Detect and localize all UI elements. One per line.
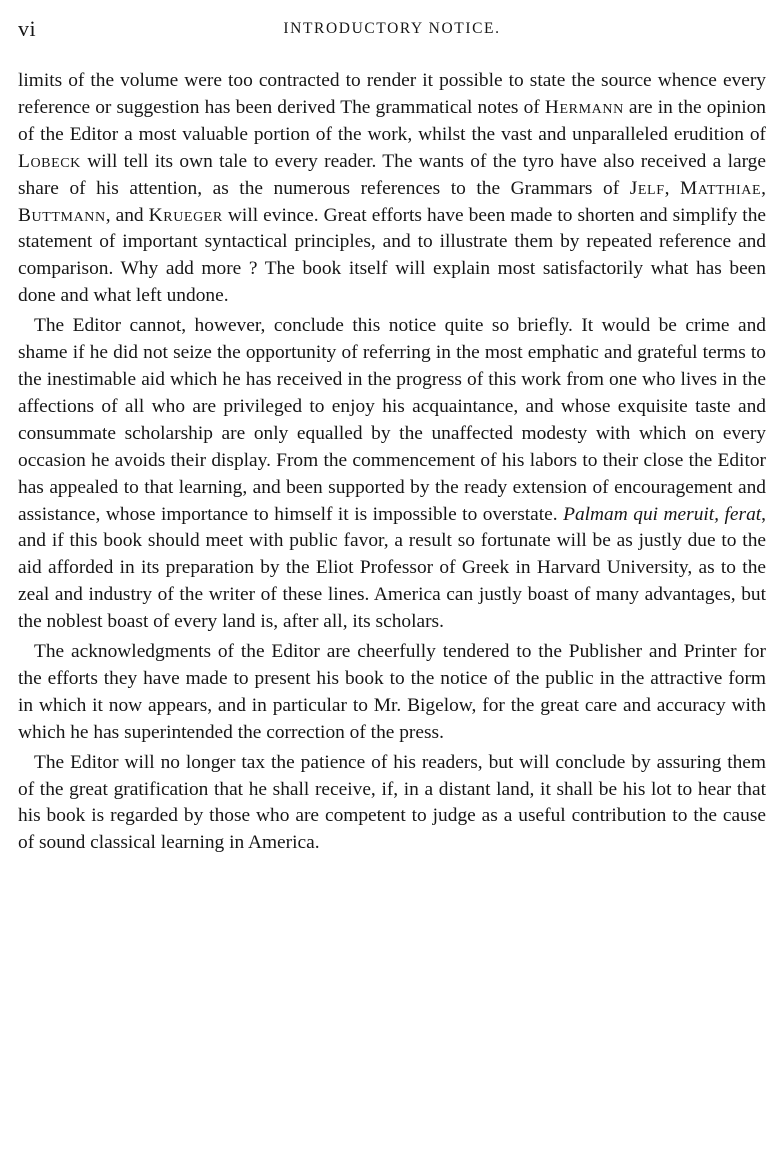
page — [18, 16, 766, 857]
latin-quotation: Palmam qui meruit, ferat — [563, 503, 762, 525]
running-head — [18, 16, 766, 50]
text-segment: will evince. Great efforts have been made to shorten and simplify the statement of important syntactical principles, and to illustrate them by repeated reference and comparison. Why add more ? The book itself will explain most satisfactorily what has been done and what left undone. — [18, 204, 766, 307]
name-matthiae: Matthiae — [680, 177, 762, 199]
text-segment: will tell its own tale to every reader. The wants of the tyro have also received a large share of his attention, as the numerous references to the Grammars of — [18, 150, 766, 199]
paragraph-3 — [18, 639, 766, 747]
text-segment: are in the opinion of the Editor a most valuable portion of the work, whilst the vast and unparalleled erudition of — [18, 96, 766, 145]
paragraph-2 — [18, 313, 766, 636]
text-segment: The Editor cannot, however, conclude this notice quite so briefly. It would be crime and shame if he did not seize the opportunity of referring in the most emphatic and grateful terms to the inestimable aid which he has received in the progress of this work from one who lives in the affections of all who are privileged to enjoy his acquaintance, and whose exquisite taste and consummate scholarship are only equalled by the unaffected modesty with which on every occasion he avoids their display. From the commencement of his labors to their close the Editor has appealed to that learning, and been supported by the ready extension of encouragement and assistance, whose importance to himself it is impossible to overstate. — [18, 315, 766, 525]
body-text — [18, 68, 766, 857]
text-segment: , and if this book should meet with public favor, a result so fortunate will be as justly due to the aid afforded in its preparation by the Eliot Professor of Greek in Harvard University, as to the zeal and industry of the writer of these lines. America can justly boast of many advantages, but the noblest boast of every land is, after all, its scholars. — [18, 503, 767, 633]
name-krueger: Krueger — [148, 204, 223, 226]
paragraph-4 — [18, 750, 766, 858]
name-lobeck: Lobeck — [18, 150, 81, 172]
text-segment: , — [664, 177, 680, 199]
name-jelf: Jelf — [629, 177, 665, 199]
paragraph-1 — [18, 68, 766, 310]
text-segment: limits of the volume were too contracted to render it possible to state the source whence every reference or suggestion has been derived The grammatical notes of — [18, 70, 766, 118]
text-segment: The Editor will no longer tax the patience of his readers, but will conclude by assuring them of the great gratification that he shall receive, if, in a distant land, it shall be his lot to hear that his book is regarded by those who are competent to judge as a useful contribution to the cause of sound classical learning in America. — [18, 751, 766, 854]
name-buttmann: Buttmann — [18, 204, 106, 226]
running-title: INTRODUCTORY NOTICE. — [283, 20, 501, 37]
page-number: vi — [18, 16, 37, 41]
name-hermann: Hermann — [544, 96, 624, 118]
text-segment: , — [761, 177, 766, 199]
text-segment: The acknowledgments of the Editor are cheerfully tendered to the Publisher and Printer for the efforts they have made to present his book to the notice of the public in the attractive form in which it now appears, and in particular to Mr. Bigelow, for the great care and accuracy with which he has superintended the correction of the press. — [18, 641, 766, 743]
text-segment: , and — [105, 204, 149, 226]
